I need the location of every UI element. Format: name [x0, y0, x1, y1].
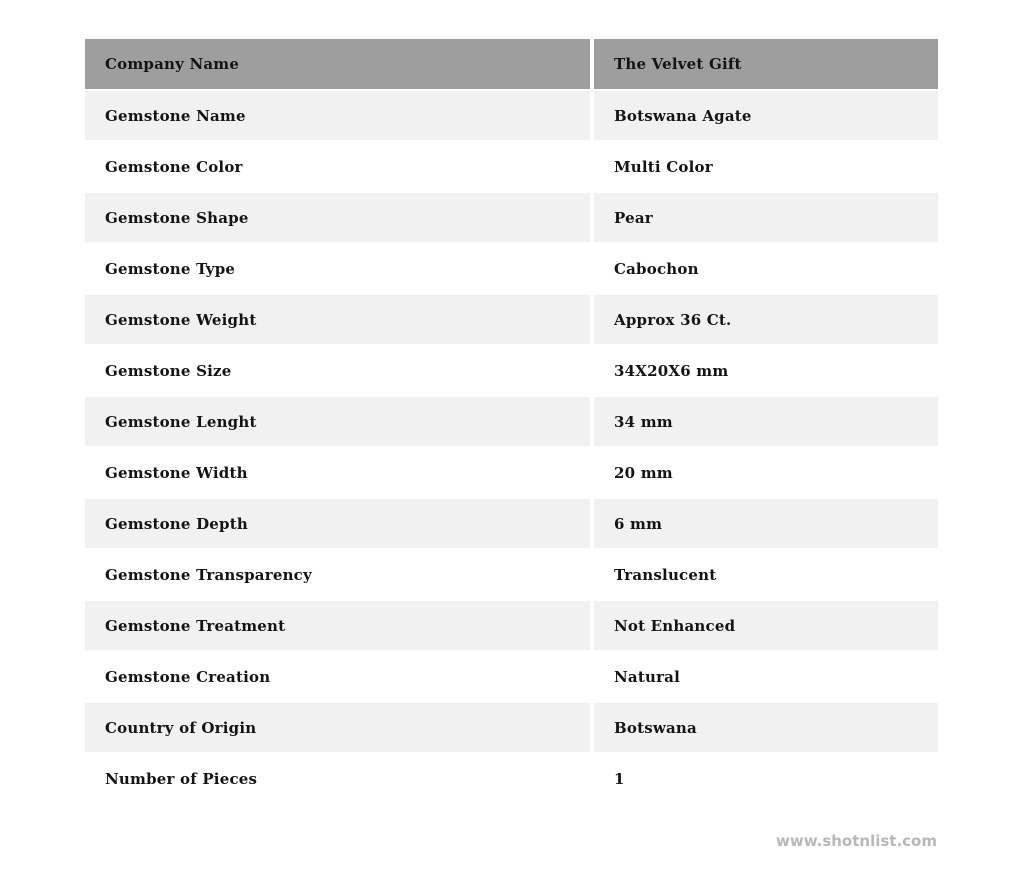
table-row: [85, 244, 938, 293]
row-value: Translucent: [594, 550, 938, 599]
row-label: Gemstone Type: [85, 244, 590, 293]
table-row: [85, 448, 938, 497]
table-row: [85, 499, 938, 548]
table-header-row: [85, 39, 938, 89]
header-value-cell: The Velvet Gift: [594, 39, 938, 89]
row-value: Botswana Agate: [594, 91, 938, 140]
row-value: Not Enhanced: [594, 601, 938, 650]
table-row: [85, 652, 938, 701]
row-value: 1: [594, 754, 938, 803]
row-label: Number of Pieces: [85, 754, 590, 803]
table-row: [85, 295, 938, 344]
table-row: [85, 193, 938, 242]
row-label: Gemstone Width: [85, 448, 590, 497]
row-value: Botswana: [594, 703, 938, 752]
row-value: Pear: [594, 193, 938, 242]
row-value: Approx 36 Ct.: [594, 295, 938, 344]
row-value: Natural: [594, 652, 938, 701]
row-label: Gemstone Name: [85, 91, 590, 140]
table-row: [85, 550, 938, 599]
row-label: Gemstone Color: [85, 142, 590, 191]
row-value: Multi Color: [594, 142, 938, 191]
row-label: Gemstone Treatment: [85, 601, 590, 650]
table-row: [85, 754, 938, 803]
row-label: Gemstone Transparency: [85, 550, 590, 599]
row-value: 34X20X6 mm: [594, 346, 938, 395]
gemstone-spec-table: [85, 39, 938, 805]
table-row: [85, 346, 938, 395]
row-label: Gemstone Depth: [85, 499, 590, 548]
row-value: 34 mm: [594, 397, 938, 446]
table-row: [85, 397, 938, 446]
table-row: [85, 142, 938, 191]
row-label: Gemstone Lenght: [85, 397, 590, 446]
row-label: Gemstone Creation: [85, 652, 590, 701]
row-value: 20 mm: [594, 448, 938, 497]
row-value: 6 mm: [594, 499, 938, 548]
table-row: [85, 91, 938, 140]
table-row: [85, 601, 938, 650]
row-label: Gemstone Weight: [85, 295, 590, 344]
table-row: [85, 703, 938, 752]
row-label: Gemstone Size: [85, 346, 590, 395]
row-label: Country of Origin: [85, 703, 590, 752]
row-value: Cabochon: [594, 244, 938, 293]
row-label: Gemstone Shape: [85, 193, 590, 242]
header-label-cell: Company Name: [85, 39, 590, 89]
watermark: www.shotnlist.com: [776, 832, 937, 850]
